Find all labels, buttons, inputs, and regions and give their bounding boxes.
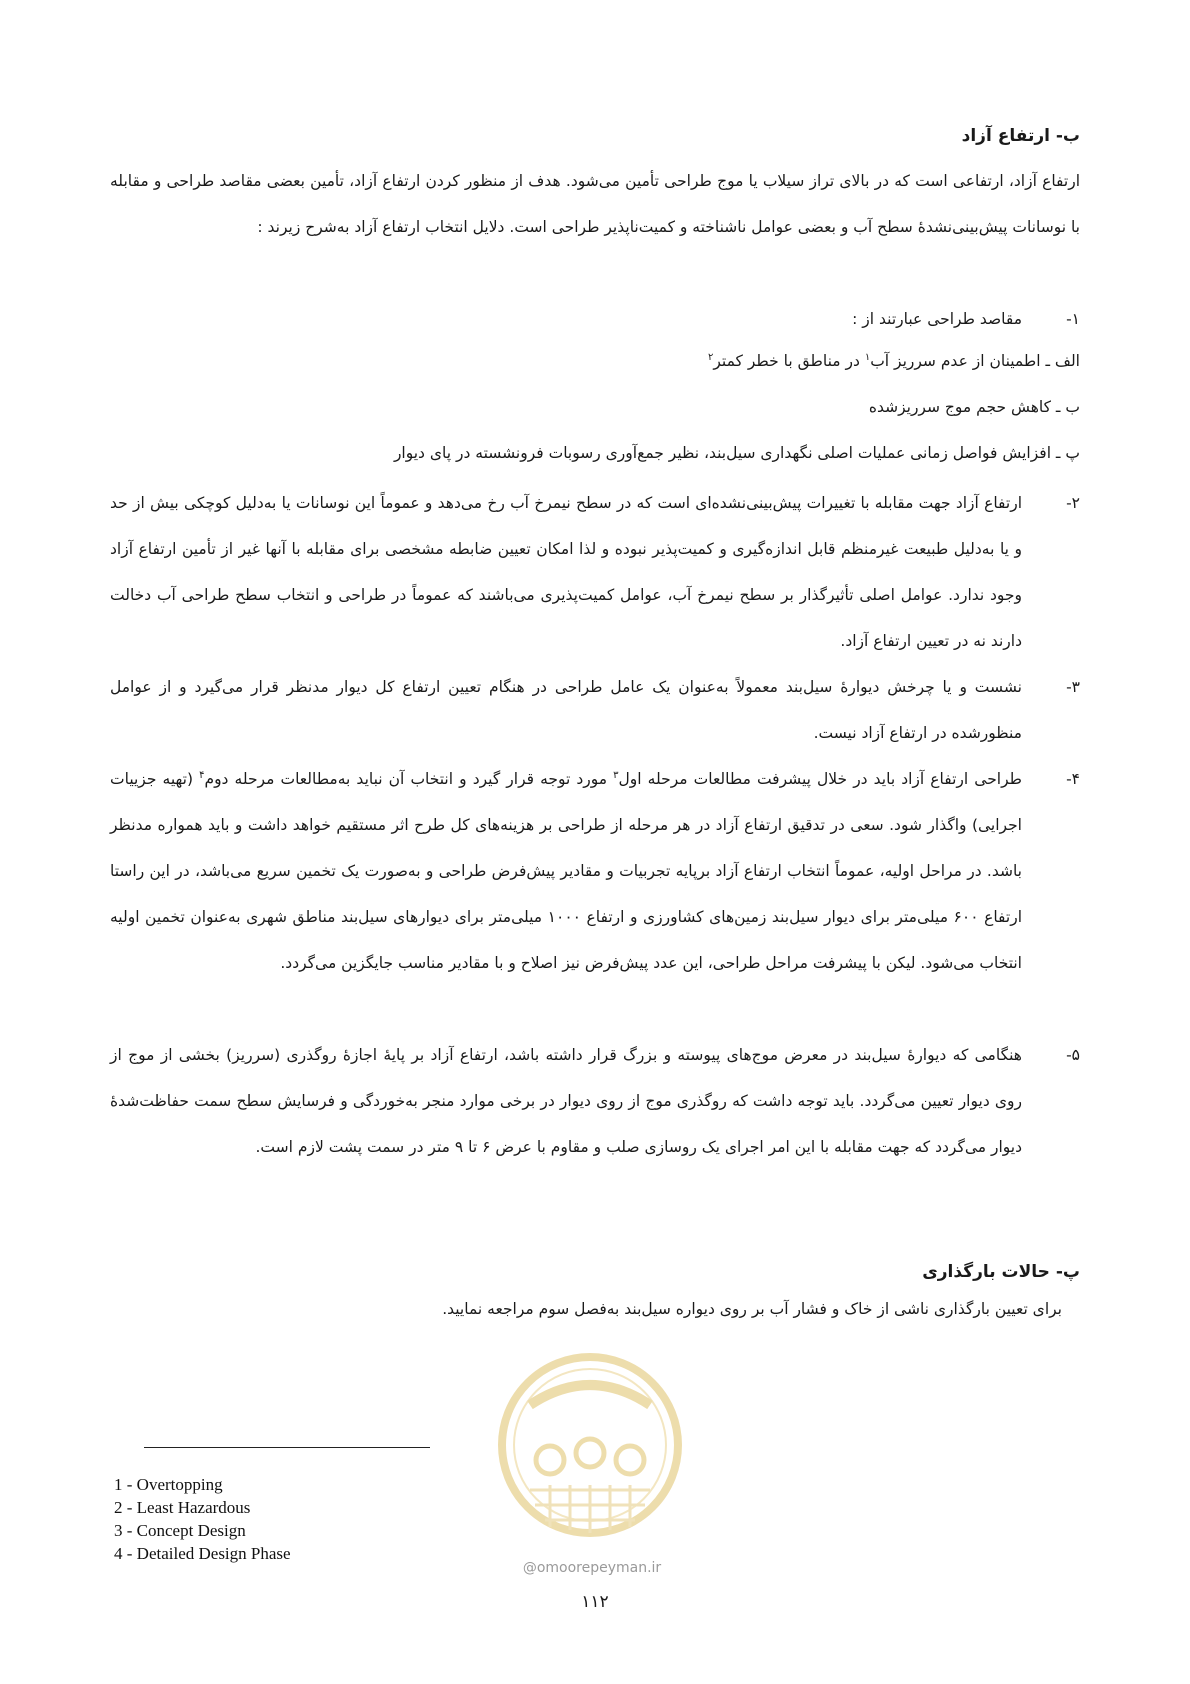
list-number: ۵- <box>1066 1046 1080 1064</box>
sub-item-pe: پ ـ افزایش فواصل زمانی عملیات اصلی نگهداری سیل‌بند، نظیر جمع‌آوری رسوبات فرونشسته در پای دیوار <box>393 444 1080 462</box>
list-text <box>110 756 1022 986</box>
list-text-part: (تهیه جزییات اجرایی) واگذار شود. سعی در تدقیق ارتفاع آزاد در هر مرحله از طراحی بر هزینه‌های کل طرح اثر مستقیم خواهد داشت و باید همواره مدنظر باشد. در مراحل اولیه، عموماً انتخاب ارتفاع آزاد برپایه تجربیات و مقادیر پیش‌فرض طراحی و به‌صورت یک تخمین سریع می‌باشد، در این راستا ارتفاع ۶۰۰ میلی‌متر برای دیوار سیل‌بند زمین‌های کشاورزی و ارتفاع ۱۰۰۰ میلی‌متر برای دیوارهای سیل‌بند مناطق شهری به‌عنوان تخمین اولیه انتخاب می‌شود. لیکن با پیشرفت مراحل طراحی، این عدد پیش‌فرض نیز اصلاح و با مقادیر مناسب جایگزین می‌گردد. <box>110 770 1022 972</box>
list-number: ۱- <box>1066 310 1080 328</box>
footnote-4: 4 - Detailed Design Phase <box>114 1544 291 1563</box>
list-number: ۴- <box>1066 770 1080 788</box>
list-item-3 <box>110 664 1080 756</box>
page-number: ۱۱۲ <box>581 1592 609 1612</box>
footnote-ref: ۲ <box>707 351 714 363</box>
list-item-1 <box>110 296 1080 342</box>
freeboard-intro-paragraph: ارتفاع آزاد، ارتفاعی است که در بالای تراز سیلاب یا موج طراحی تأمین می‌شود. هدف از منظور کردن ارتفاع آزاد، تأمین بعضی مقاصد طراحی و مقابله با نوسانات پیش‌بینی‌نشدهٔ سطح آب و بعضی عوامل ناشناخته و کمیت‌ناپذیر طراحی است. دلایل انتخاب ارتفاع آزاد به‌شرح زیرند : <box>110 172 1080 236</box>
watermark-logo-icon <box>490 1345 690 1575</box>
list-number: ۲- <box>1066 494 1080 512</box>
footnote-ref: ۳ <box>613 769 619 781</box>
list-text-part: طراحی ارتفاع آزاد باید در خلال پیشرفت مطالعات مرحله اول <box>618 770 1022 788</box>
sub-item-alef <box>708 352 1080 370</box>
footnote-1: 1 - Overtopping <box>114 1475 223 1494</box>
footnote-3: 3 - Concept Design <box>114 1521 246 1540</box>
loading-paragraph: برای تعیین بارگذاری ناشی از خاک و فشار آب بر روی دیواره سیل‌بند به‌فصل سوم مراجعه نمایید. <box>442 1300 1062 1318</box>
list-text: نشست و یا چرخش دیوارهٔ سیل‌بند معمولاً به‌عنوان یک عامل طراحی در هنگام تعیین ارتفاع کل دیوار مدنظر قرار می‌گیرد و از عوامل منظورشده در ارتفاع آزاد نیست. <box>110 678 1022 742</box>
footnote-divider <box>144 1447 430 1448</box>
list-item-2 <box>110 480 1080 664</box>
list-item-4 <box>110 756 1080 986</box>
sub-item-text: الف ـ اطمینان از عدم سرریز آب <box>870 352 1080 370</box>
sub-item-be: ب ـ کاهش حجم موج سرریزشده <box>868 398 1080 416</box>
sub-item-text: در مناطق با خطر کمتر <box>713 352 865 370</box>
list-text: مقاصد طراحی عبارتند از : <box>852 310 1022 328</box>
list-item-5 <box>110 1032 1080 1170</box>
section-heading-freeboard: ب- ارتفاع آزاد <box>961 126 1080 146</box>
watermark-site: @omoorepeyman.ir <box>522 1560 662 1576</box>
list-number: ۳- <box>1066 678 1080 696</box>
footnote-2: 2 - Least Hazardous <box>114 1498 251 1517</box>
list-text: هنگامی که دیوارهٔ سیل‌بند در معرض موج‌های پیوسته و بزرگ قرار داشته باشد، ارتفاع آزاد بر پایهٔ اجازهٔ روگذری (سرریز) بخشی از موج از روی دیوار تعیین می‌گردد. باید توجه داشت که روگذری موج از روی دیوار در برخی موارد منجر به‌خوردگی و فرسایش سطح سمت حفاظت‌شدهٔ دیوار می‌گردد که جهت مقابله با این امر اجرای یک روسازی صلب و مقاوم با عرض ۶ تا ۹ متر در سمت پشت لازم است. <box>110 1046 1022 1156</box>
footnote-ref: ۴ <box>199 769 205 781</box>
footnote-ref: ۱ <box>864 351 871 363</box>
list-text-part: مورد توجه قرار گیرد و انتخاب آن نباید به‌مطالعات مرحله دوم <box>204 770 614 788</box>
section-heading-loading: پ- حالات بارگذاری <box>922 1262 1080 1282</box>
list-text: ارتفاع آزاد جهت مقابله با تغییرات پیش‌بینی‌نشده‌ای است که در سطح نیمرخ آب رخ می‌دهد و عموماً این نوسانات یا به‌دلیل کوچکی بیش از حد و یا به‌دلیل طبیعت غیرمنظم قابل اندازه‌گیری و کمیت‌پذیر نبوده و لذا امکان تعیین ضابطه مشخصی برای مقابله با آنها غیر از تأمین ارتفاع آزاد وجود ندارد. عوامل اصلی تأثیرگذار بر سطح نیمرخ آب، عوامل کمیت‌پذیری می‌باشند که عموماً در طراحی و انتخاب سطح طراحی آب دخالت دارند نه در تعیین ارتفاع آزاد. <box>110 494 1022 650</box>
